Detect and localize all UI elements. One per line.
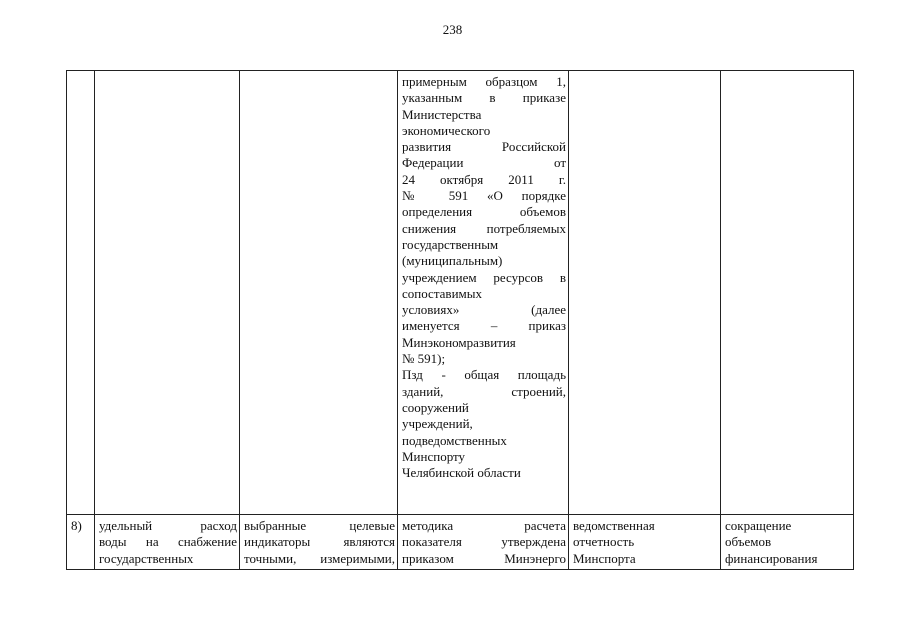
- row-number: 8): [67, 515, 95, 570]
- text-line: Министерства: [402, 106, 482, 122]
- cell-methodology-continued: [398, 71, 569, 515]
- table-row-continued: [67, 71, 854, 515]
- cell-source-empty: [569, 71, 721, 515]
- text-line: сопоставимых: [402, 285, 482, 301]
- page-number: 238: [442, 22, 463, 37]
- text-line: показателя утверждена: [402, 534, 566, 550]
- text-line: Федерации от: [402, 155, 566, 171]
- cell-indicator-empty: [95, 71, 240, 515]
- cell-consequence: [721, 515, 854, 570]
- text-line: ведомственная: [573, 518, 655, 533]
- text-line: определения объемов: [402, 204, 566, 220]
- cell-data-source: [569, 515, 721, 570]
- indicator-table: [66, 70, 854, 570]
- cell-number-empty: [67, 71, 95, 515]
- text-line: методика расчета: [402, 518, 566, 533]
- text-line: приказом Минэнерго: [402, 550, 566, 566]
- text-line: учреждений,: [402, 416, 473, 432]
- text-line: указанным в приказе: [402, 90, 566, 106]
- cell-methodology: [398, 515, 569, 570]
- text-line: именуется – приказ: [402, 318, 566, 334]
- text-line: удельный расход: [99, 518, 237, 533]
- text-line: государственных: [99, 550, 194, 566]
- cell-indicator-name: [95, 515, 240, 570]
- text-line: государственным: [402, 236, 499, 252]
- text-line: точными, измеримыми,: [244, 550, 395, 566]
- text-line: Пзд - общая площадь: [402, 367, 566, 383]
- text-line: № 591 «О порядке: [402, 188, 566, 204]
- text-line: (муниципальным): [402, 253, 503, 269]
- table-row-8: [67, 515, 854, 570]
- text-line: экономического: [402, 122, 491, 138]
- cell-justification-empty: [240, 71, 398, 515]
- text-line: Минэкономразвития: [402, 334, 516, 350]
- text-line: примерным образцом 1,: [402, 74, 566, 89]
- cell-consequence-empty: [721, 71, 854, 515]
- text-line: Челябинской области: [402, 465, 521, 481]
- text-line: финансирования: [725, 550, 818, 566]
- text-line: индикаторы являются: [244, 534, 395, 550]
- text-line: зданий, строений,: [402, 383, 566, 399]
- text-line: учреждением ресурсов в: [402, 269, 566, 285]
- text-line: отчетность: [573, 534, 635, 550]
- text-line: объемов: [725, 534, 772, 550]
- text-line: подведомственных: [402, 432, 507, 448]
- text-line: Минспорта: [573, 550, 636, 566]
- text-line: воды на снабжение: [99, 534, 237, 550]
- text-line: № 591);: [402, 351, 446, 367]
- text-line: Минспорту: [402, 448, 466, 464]
- text-line: сооружений: [402, 399, 469, 415]
- cell-indicator-justification: [240, 515, 398, 570]
- text-line: снижения потребляемых: [402, 220, 566, 236]
- text-line: сокращение: [725, 518, 792, 533]
- text-line: условиях» (далее: [402, 302, 566, 318]
- text-line: развития Российской: [402, 139, 566, 155]
- text-line: 24 октября 2011 г.: [402, 171, 566, 187]
- text-line: выбранные целевые: [244, 518, 395, 533]
